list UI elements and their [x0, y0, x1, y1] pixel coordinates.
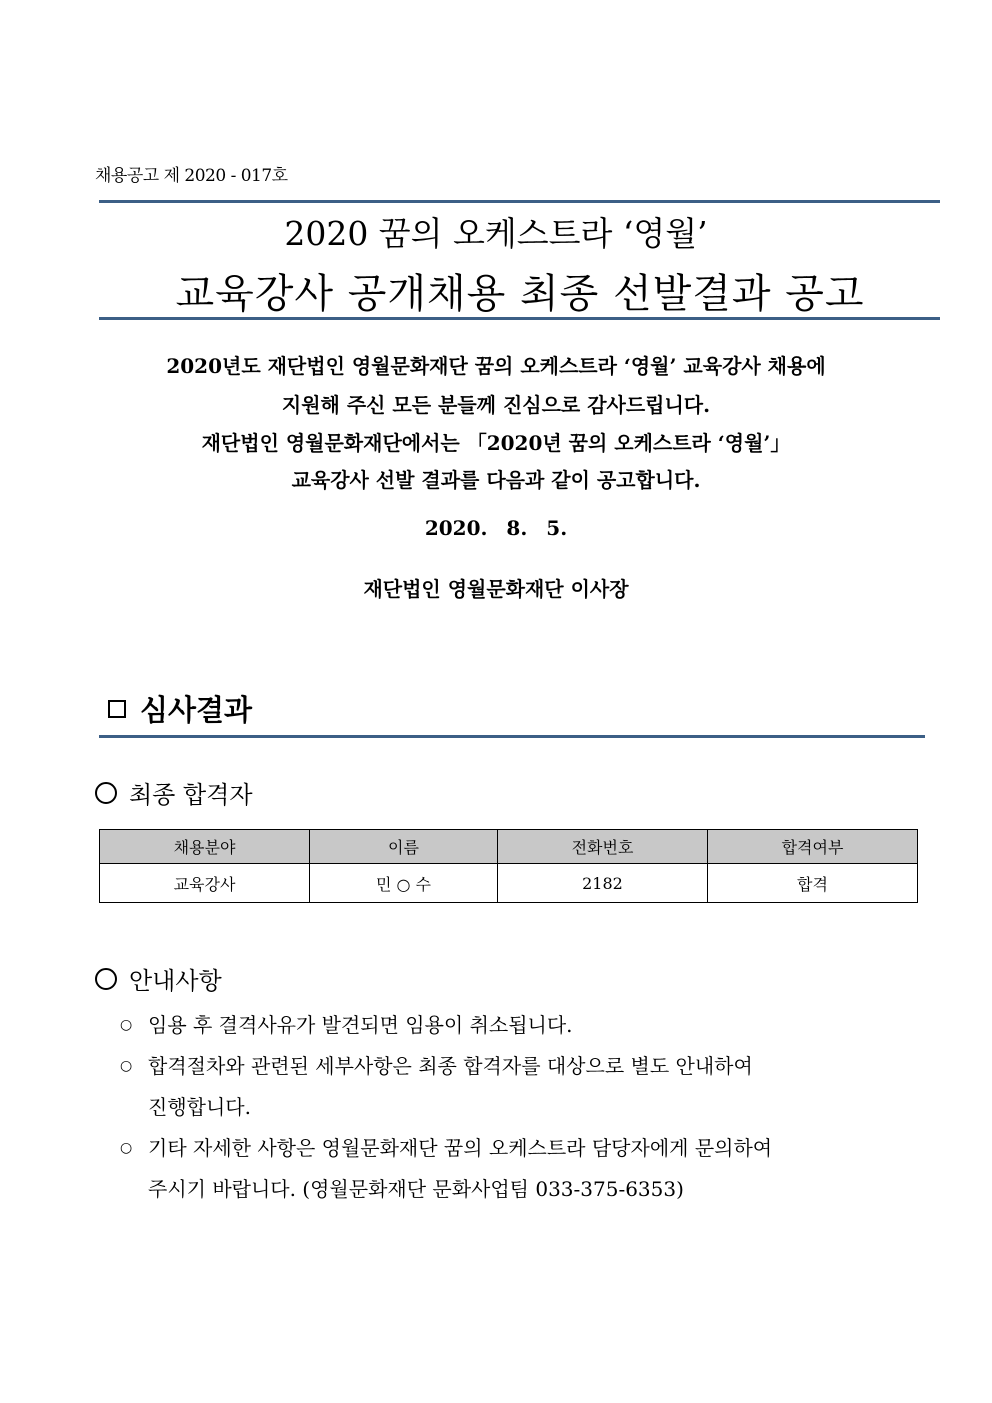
guide-list [120, 1005, 940, 1210]
final-heading [95, 775, 253, 810]
intro-line-1: 2020년도 재단법인 영월문화재단 꿈의 오케스트라 ‘영월’ 교육강사 채용에 [166, 354, 826, 378]
list-item-text: 임용 후 결격사유가 발견되면 임용이 취소됩니다. [148, 1013, 573, 1037]
col-header: 합격여부 [707, 830, 917, 864]
cell-name: 민 ○ 수 [309, 864, 497, 903]
small-circle-bullet-icon: ○ [120, 1140, 133, 1156]
guide-heading [95, 961, 222, 996]
list-item-text: 합격절차와 관련된 세부사항은 최종 합격자를 대상으로 별도 안내하여 [148, 1054, 753, 1078]
list-item-continuation: 주시기 바랍니다. (영월문화재단 문화사업팀 033-375-6353) [148, 1177, 684, 1201]
list-item-continuation: 진행합니다. [148, 1095, 251, 1119]
circle-bullet-icon [95, 782, 117, 804]
list-item [120, 1005, 940, 1046]
title-bottom-rule [99, 317, 940, 320]
final-heading-text: 최종 합격자 [129, 781, 253, 809]
title-line-2: 교육강사 공개채용 최종 선발결과 공고 [175, 271, 865, 317]
section-rule [99, 735, 925, 738]
signer: 재단법인 영월문화재단 이사장 [363, 577, 629, 601]
cell-phone: 2182 [498, 864, 708, 903]
col-header: 채용분야 [100, 830, 310, 864]
section-heading [108, 688, 252, 729]
notice-date: 2020. 8. 5. [424, 516, 568, 540]
list-item [120, 1128, 940, 1169]
small-circle-bullet-icon: ○ [120, 1058, 133, 1074]
col-header: 전화번호 [498, 830, 708, 864]
circle-bullet-icon [95, 968, 117, 990]
cell-result: 합격 [707, 864, 917, 903]
small-circle-bullet-icon: ○ [120, 1017, 133, 1033]
result-table [99, 829, 918, 903]
guide-heading-text: 안내사항 [129, 967, 222, 995]
intro-line-3: 재단법인 영월문화재단에서는 「2020년 꿈의 오케스트라 ‘영월’」 [201, 431, 791, 455]
intro-line-4: 교육강사 선발 결과를 다음과 같이 공고합니다. [291, 468, 701, 492]
title-line-1: 2020 꿈의 오케스트라 ‘영월’ [284, 214, 708, 253]
table-row [100, 864, 918, 903]
cell-field: 교육강사 [100, 864, 310, 903]
list-item-text: 기타 자세한 사항은 영월문화재단 꿈의 오케스트라 담당자에게 문의하여 [148, 1136, 773, 1160]
notice-number: 채용공고 제 2020 - 017호 [95, 166, 288, 186]
title-top-rule [99, 200, 940, 203]
section-heading-text: 심사결과 [140, 693, 253, 727]
square-bullet-icon [108, 700, 126, 718]
list-item [120, 1046, 940, 1087]
table-header-row [100, 830, 918, 864]
col-header: 이름 [309, 830, 497, 864]
intro-line-2: 지원해 주신 모든 분들께 진심으로 감사드립니다. [281, 393, 711, 417]
